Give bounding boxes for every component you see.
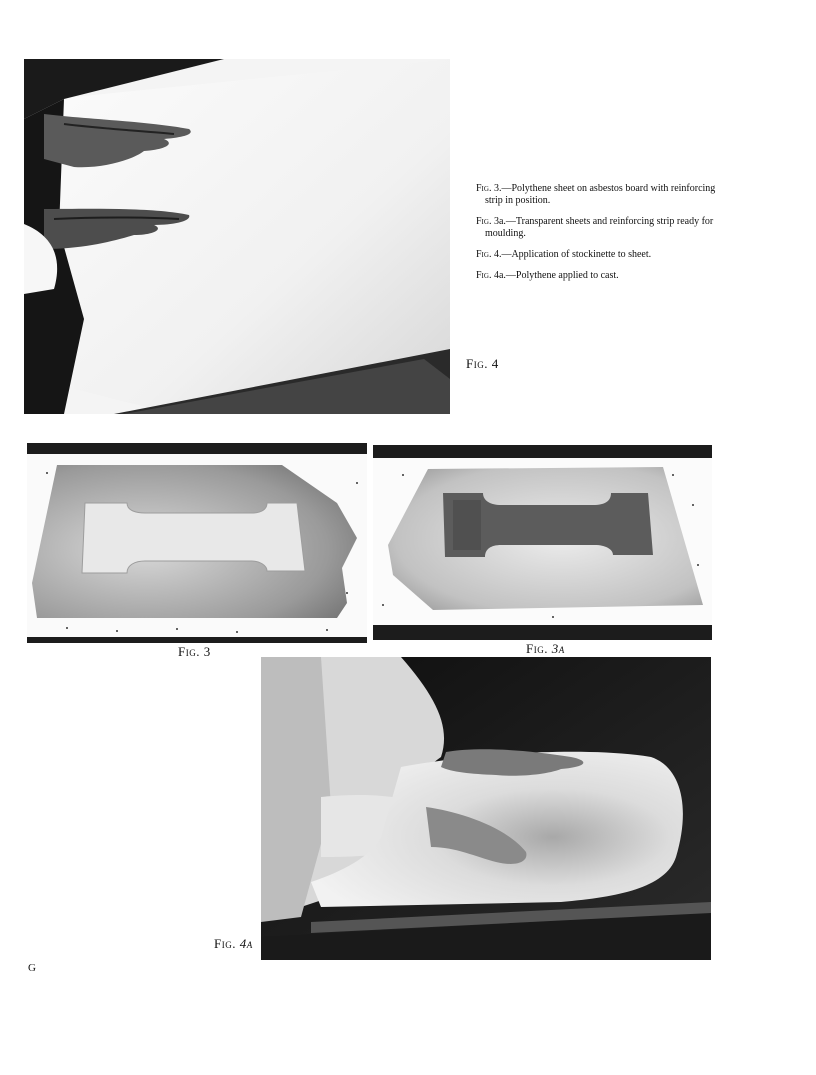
signature-mark: G [28,962,36,974]
caption-text: 4.—Application of stockinette to sheet. [493,249,652,260]
caption-list [476,183,716,291]
fig3-photo [27,443,367,643]
caption-text: 4a.—Polythene applied to cast. [493,270,619,281]
caption-text: 3a.—Transparent sheets and reinforcing strip ready for moulding. [485,216,714,239]
figure-label-fig3a [526,641,565,657]
figure-label-fig4a [214,936,253,952]
caption-label: Fig. [476,216,492,227]
caption-fig4a [476,270,716,282]
figure-label-number: 4 [491,356,499,371]
caption-fig4 [476,249,716,261]
figure-label-fig3 [178,644,211,660]
caption-fig3 [476,183,716,207]
caption-label: Fig. [476,249,492,260]
figure-label-fig4 [466,356,499,372]
caption-label: Fig. [476,183,492,194]
caption-text: 3.—Polythene sheet on asbestos board with reinforcing strip in position. [485,183,716,206]
figure-label-prefix: Fig. [178,644,204,659]
figure-label-prefix: Fig. [466,356,492,371]
caption-fig3a [476,216,716,240]
caption-label: Fig. [476,270,492,281]
figure-label-number: 3a [551,641,565,656]
fig4a-photo [261,657,711,960]
figure-label-number: 4a [239,936,253,951]
figure-label-prefix: Fig. [526,641,552,656]
figure-label-prefix: Fig. [214,936,240,951]
fig4-photo [24,59,450,414]
fig3a-photo [373,445,712,640]
figure-label-number: 3 [203,644,211,659]
